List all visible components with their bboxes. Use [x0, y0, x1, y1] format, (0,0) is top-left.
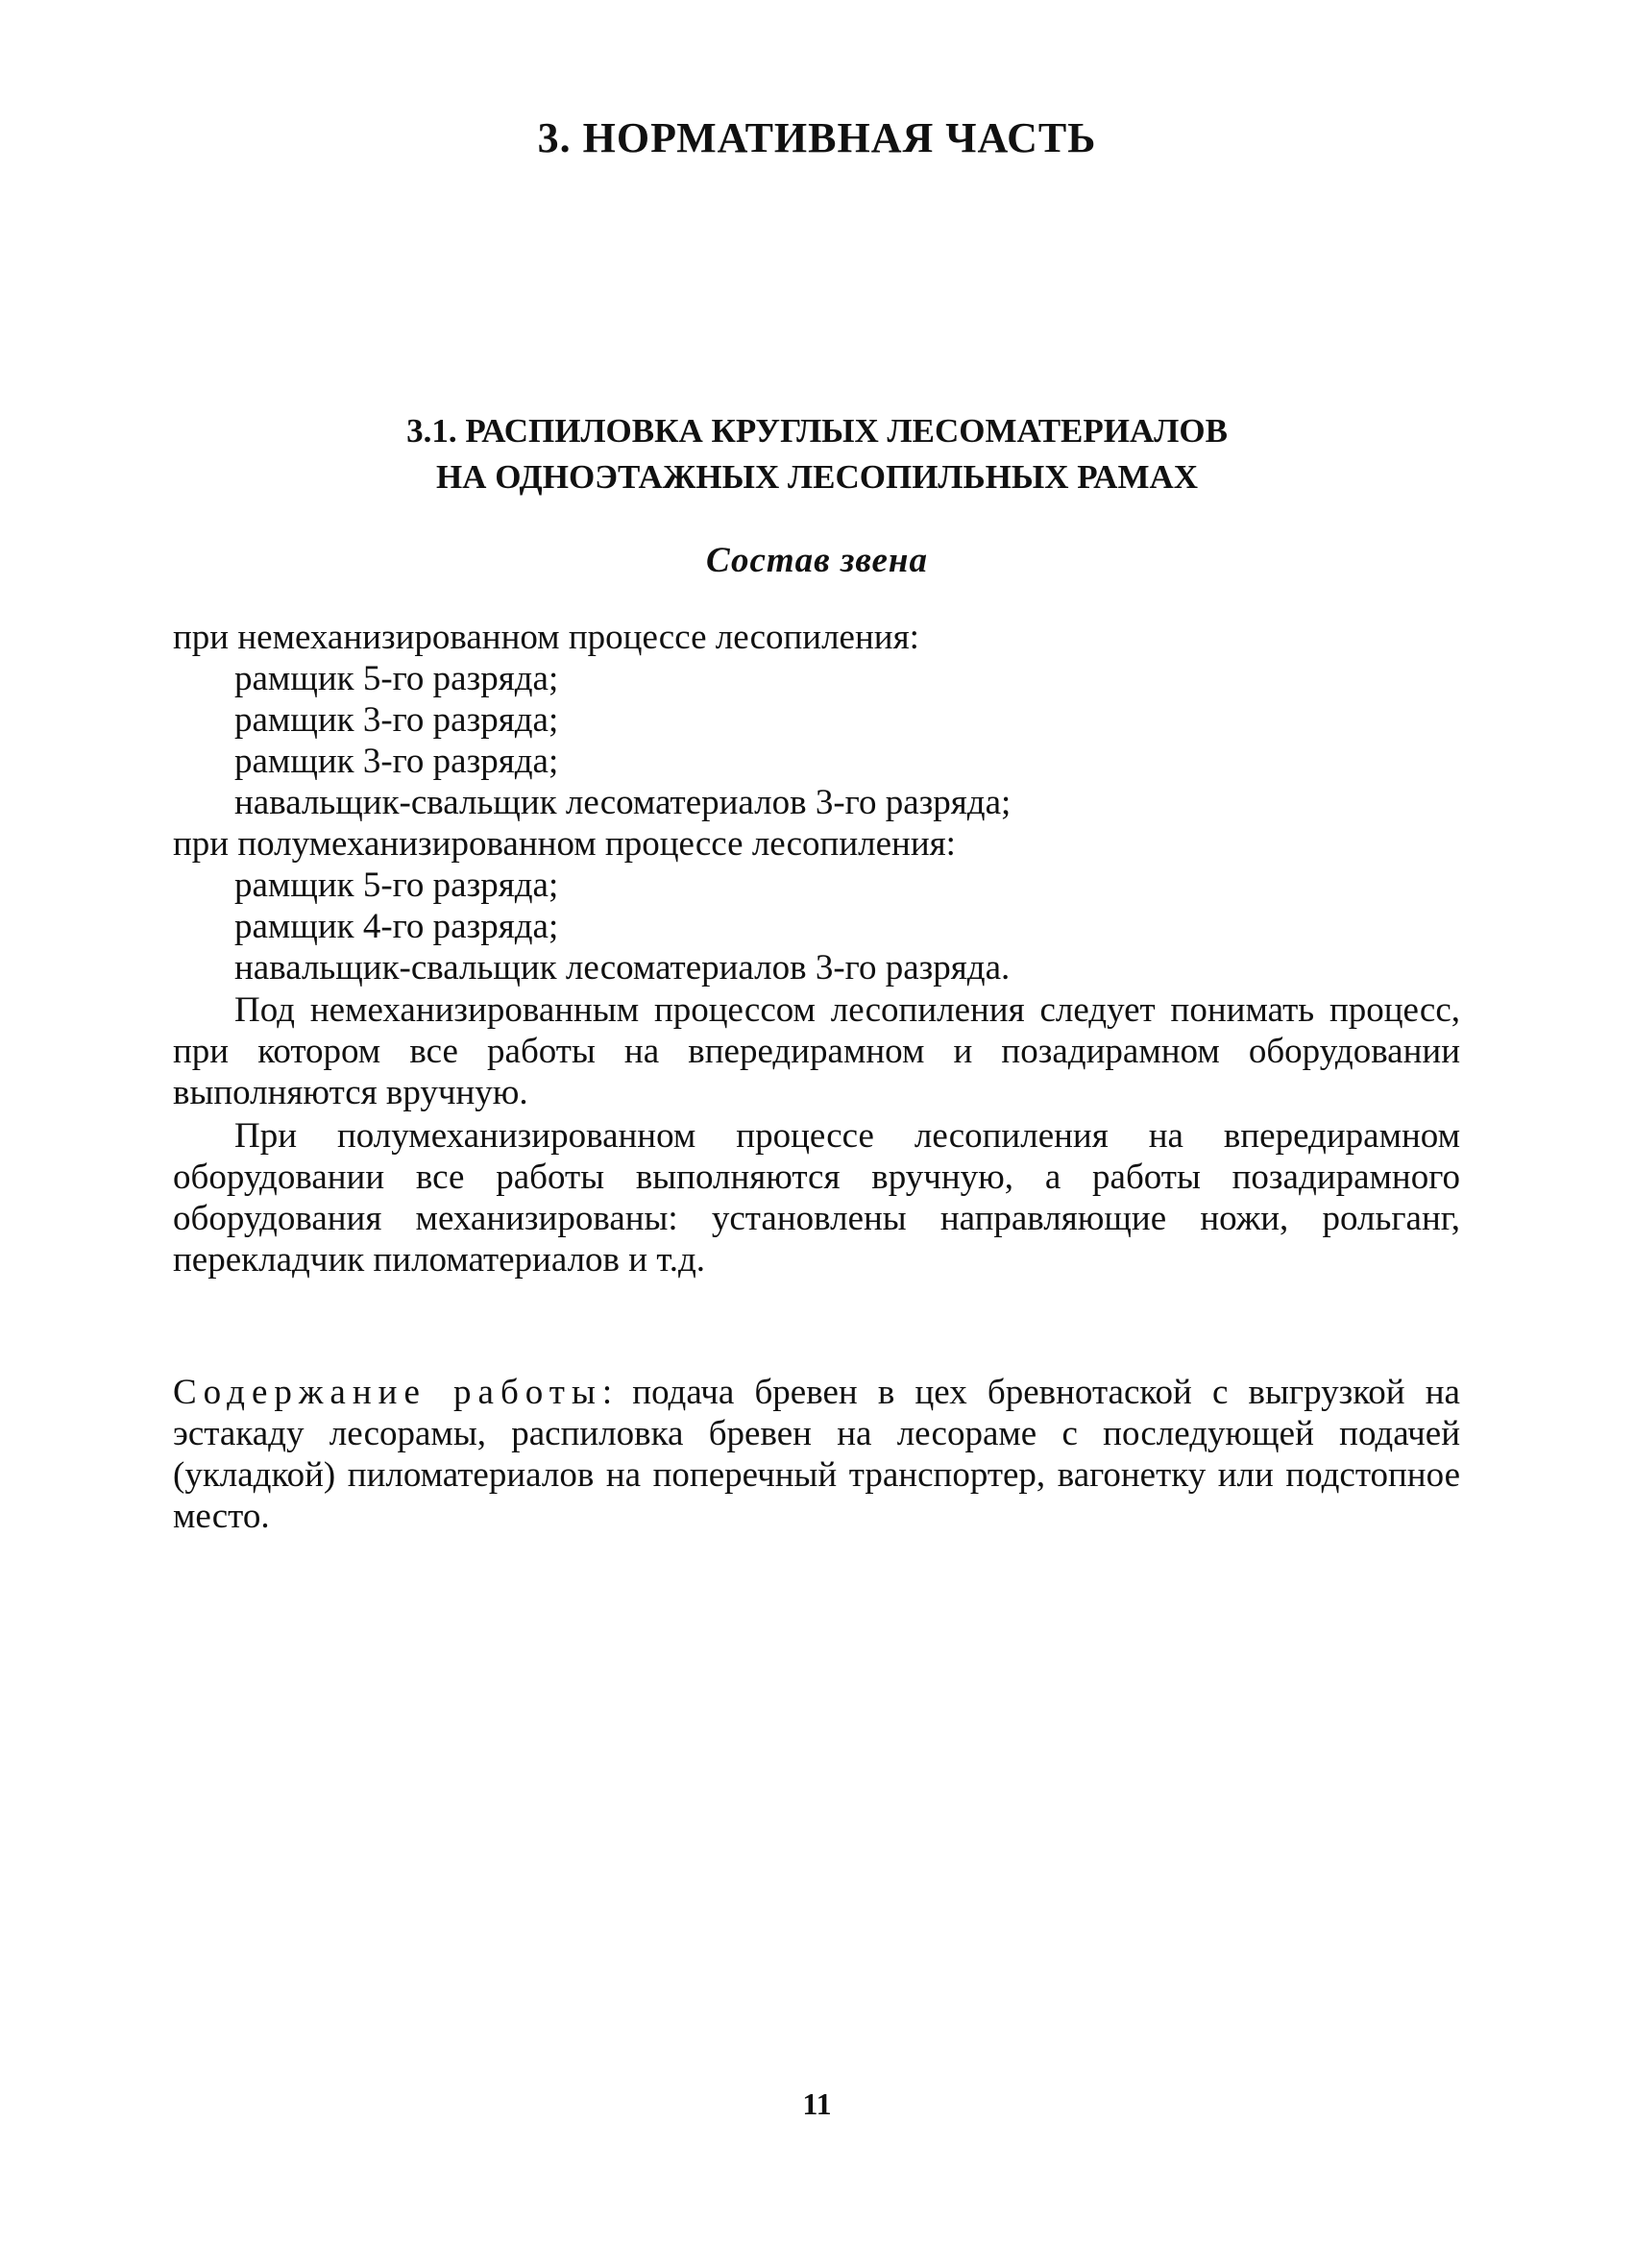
section-title: [0, 408, 1634, 500]
unmechanized-definition-paragraph: Под немеханизированным процессом лесопиления следует понимать процесс, при котором все работы на впередирамном и позадирамном оборудовании выполняются вручную.: [173, 990, 1460, 1112]
work-content-text: подача бревен в цех бревнотаской с выгрузкой на эстакаду лесорамы, распиловка бревен на лесораме с последующей подачей (укладкой) пиломатериалов на поперечный транспортер, вагонетку или подстопное место.: [173, 1373, 1460, 1536]
crew-list-item: навальщик-свальщик лесоматериалов 3-го разряда;: [234, 783, 1012, 822]
crew-list-item: навальщик-свальщик лесоматериалов 3-го разряда.: [234, 948, 1011, 988]
crew-list-item: рамщик 3-го разряда;: [234, 742, 559, 781]
crew-list-item: рамщик 5-го разряда;: [234, 866, 559, 905]
work-content-paragraph: [173, 1372, 1460, 1537]
crew-semimechanized-heading: при полумеханизированном процессе лесопиления:: [173, 824, 956, 864]
section-title-line-1: 3.1. РАСПИЛОВКА КРУГЛЫХ ЛЕСОМАТЕРИАЛОВ: [406, 412, 1228, 450]
crew-list-item: рамщик 3-го разряда;: [234, 700, 559, 740]
section-title-line-2: НА ОДНОЭТАЖНЫХ ЛЕСОПИЛЬНЫХ РАМАХ: [435, 458, 1199, 496]
work-content-label: Содержание работы: [173, 1373, 602, 1412]
chapter-title: 3. НОРМАТИВНАЯ ЧАСТЬ: [537, 114, 1097, 161]
crew-unmechanized-heading: при немеханизированном процессе лесопиления:: [173, 618, 919, 657]
crew-subheading: Состав звена: [706, 541, 928, 580]
page-number: 11: [802, 2086, 832, 2121]
semimechanized-definition-paragraph: При полумеханизированном процессе лесопиления на впередирамном оборудовании все работы выполняются вручную, а работы позадирамного оборудования механизированы: установлены направляющие ножи, рольганг, перекладчик пиломатериалов и т.д.: [173, 1116, 1460, 1280]
work-content-separator: :: [601, 1373, 613, 1412]
crew-composition: [173, 617, 1460, 988]
crew-list-item: рамщик 5-го разряда;: [234, 659, 559, 698]
crew-list-item: рамщик 4-го разряда;: [234, 907, 559, 946]
